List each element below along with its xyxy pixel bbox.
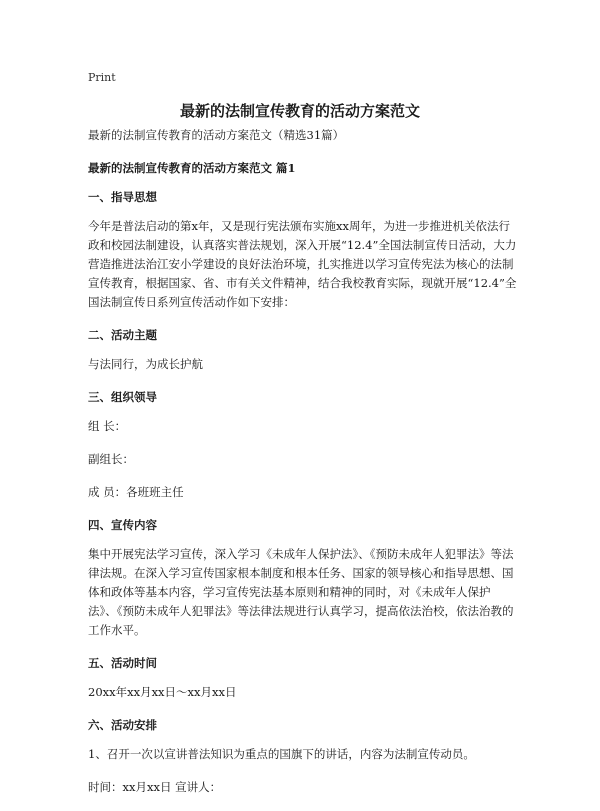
section-3-title: 三、组织领导 bbox=[88, 390, 157, 404]
section-3-leader: 组 长： bbox=[88, 419, 127, 433]
document-subtitle: 最新的法制宣传教育的活动方案范文（精选31篇） bbox=[88, 128, 345, 142]
section-6-title: 六、活动安排 bbox=[88, 718, 157, 732]
document-title: 最新的法制宣传教育的活动方案范文 bbox=[179, 102, 420, 120]
section-1-body: 今年是普法启动的第x年，又是现行宪法颁布实施xx周年，为进一步推进机关依法行政和校园法制建设，认真落实普法规划，深入开展“12.4”全国法制宣传日活动，大力营造推进法治江安小学建设的良好法治环境，扎实推进以学习宣传宪法为核心的法制宣传教育，根据国家、省、市有关文件精神，结合我校教育实际，现就开展“12.4”全国法制宣传日系列宣传活动作如下安排： bbox=[88, 219, 517, 309]
document-body bbox=[88, 126, 518, 811]
section-6-item-1-time: 时间：xx月xx日 宣讲人： bbox=[88, 780, 222, 794]
section-5-title: 五、活动时间 bbox=[88, 656, 157, 670]
section-4-title: 四、宣传内容 bbox=[88, 518, 157, 532]
section-4-body: 集中开展宪法学习宣传，深入学习《未成年人保护法》、《预防未成年人犯罪法》等法律法规。在深入学习宣传国家根本制度和根本任务、国家的领导核心和指导思想、国体和政体等基本内容，学习宣传宪法基本原则和精神的同时，对《未成年人保护法》、《预防未成年人犯罪法》等法律法规进行认真学习，提高依法治校，依法治教的工作水平。 bbox=[88, 547, 514, 637]
section-1-title: 一、指导思想 bbox=[88, 190, 157, 204]
section-2-title: 二、活动主题 bbox=[88, 328, 157, 342]
section-5-body: 20xx年xx月xx日～xx月xx日 bbox=[88, 685, 237, 699]
print-label: Print bbox=[88, 71, 116, 84]
section-6-item-1: 1、召开一次以宣讲普法知识为重点的国旗下的讲话，内容为法制宣传动员。 bbox=[88, 747, 475, 761]
section-3-deputy: 副组长： bbox=[88, 452, 134, 466]
article-heading: 最新的法制宣传教育的活动方案范文 篇1 bbox=[88, 161, 296, 175]
section-2-body: 与法同行，为成长护航 bbox=[88, 357, 203, 371]
section-3-members: 成 员：各班班主任 bbox=[88, 485, 184, 499]
